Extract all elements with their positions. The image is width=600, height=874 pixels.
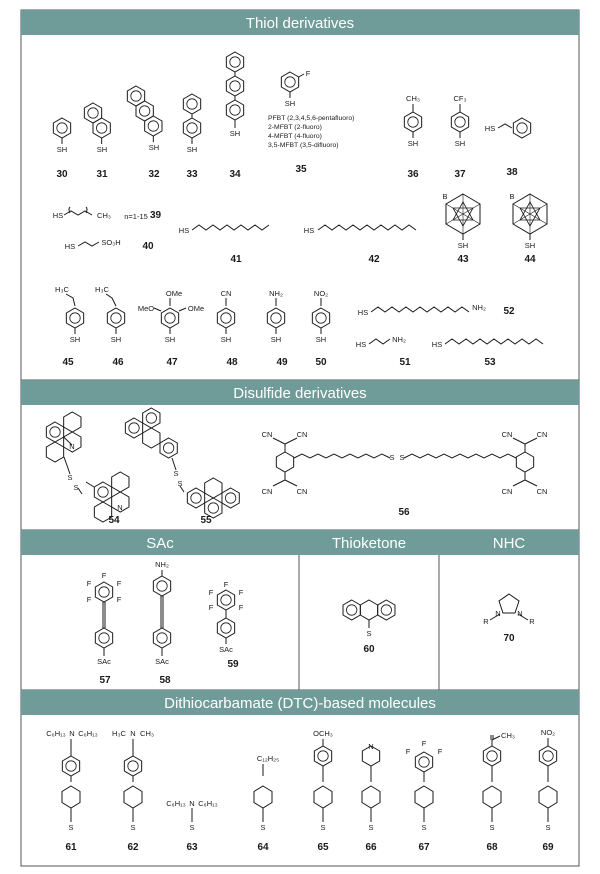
molecule-34: [226, 52, 243, 128]
molecule-66: [362, 746, 380, 822]
molecule-55: [125, 408, 239, 518]
compound-number-61: 61: [65, 842, 77, 853]
label-51-hs: HS: [355, 340, 367, 349]
molecule-60: [343, 600, 395, 628]
label-61-c6h13a: C₆H₁₃: [46, 729, 66, 738]
label-62-scs: S: [130, 823, 136, 832]
label-56-cn4: CN: [296, 487, 308, 496]
compound-number-36: 36: [407, 169, 419, 180]
label-57-f3: F: [116, 579, 122, 588]
label-56-s2: S: [399, 453, 405, 462]
label-42-hs: HS: [303, 226, 315, 235]
label-59-f5: F: [238, 603, 244, 612]
label-63-c6h13b: C₆H₁₃: [198, 799, 218, 808]
label-57-sac: SAc: [97, 657, 111, 666]
compound-number-35: 35: [295, 164, 307, 175]
compound-number-31: 31: [96, 169, 108, 180]
compound-number-69: 69: [542, 842, 554, 853]
molecule-69: [539, 738, 557, 822]
label-62-h3c: H₃C: [112, 729, 126, 738]
label-51-nh2: NH₂: [392, 335, 406, 344]
label-49-sh: SH: [270, 335, 282, 344]
label-56-cn1: CN: [261, 430, 273, 439]
label-61-scs: S: [68, 823, 74, 832]
label-31-sh: SH: [96, 145, 108, 154]
compound-number-37: 37: [454, 169, 466, 180]
label-65-och3: OCH₃: [313, 729, 333, 738]
compound-number-60: 60: [363, 644, 375, 655]
label-35-line4: 3,5-MFBT (3,5-difluoro): [268, 142, 339, 149]
compound-number-49: 49: [276, 357, 288, 368]
label-36-ch3: CH₃: [406, 94, 420, 103]
label-45-sh: SH: [69, 335, 81, 344]
label-48-cn: CN: [220, 289, 232, 298]
label-48-sh: SH: [220, 335, 232, 344]
label-61-c6h13b: C₆H₁₃: [78, 729, 98, 738]
label-57-f4: F: [86, 595, 92, 604]
label-67-f1: F: [421, 739, 427, 748]
molecule-43: [446, 194, 480, 240]
compound-number-34: 34: [229, 169, 241, 180]
label-60-s: S: [366, 629, 372, 638]
label-37-cf3: CF₃: [453, 94, 467, 103]
compound-number-56: 56: [398, 507, 410, 518]
label-69-no2: NO₂: [540, 728, 556, 737]
compound-number-52: 52: [503, 306, 515, 317]
molecule-57: [95, 582, 112, 656]
label-66-n: N: [368, 742, 374, 751]
thiol-header: Thiol derivatives: [245, 15, 355, 32]
molecule-68: [483, 735, 501, 822]
compound-number-64: 64: [257, 842, 269, 853]
label-54-s2: S: [73, 483, 79, 492]
compound-number-70: 70: [503, 633, 515, 644]
molecule-59: [217, 590, 234, 644]
label-54-n2: N: [117, 503, 123, 512]
compound-number-68: 68: [486, 842, 498, 853]
molecule-30: [53, 118, 70, 144]
label-59-f3: F: [238, 588, 244, 597]
label-40-so3h: SO₃H: [101, 238, 121, 247]
label-43-sh: SH: [457, 241, 469, 250]
label-50-no2: NO₂: [313, 289, 329, 298]
label-35-line3: 4-MFBT (4-fluoro): [268, 133, 322, 140]
label-46-sh: SH: [110, 335, 122, 344]
label-37-sh: SH: [454, 139, 466, 148]
label-63-c6h13a: C₆H₁₃: [166, 799, 186, 808]
molecule-37: [451, 104, 468, 138]
molecule-50: [312, 298, 329, 334]
label-70-r1: R: [483, 617, 489, 626]
molecule-42: [318, 225, 416, 230]
label-61-n: N: [69, 729, 75, 738]
label-39-hs: HS: [52, 211, 64, 220]
molecule-62: [124, 739, 142, 822]
molecule-33: [183, 94, 200, 144]
molecule-51: [369, 339, 390, 344]
label-66-scs: S: [368, 823, 374, 832]
compound-number-33: 33: [186, 169, 198, 180]
molecule-61: [62, 739, 80, 822]
label-32-sh: SH: [148, 143, 160, 152]
label-59-f2: F: [208, 588, 214, 597]
label-70-n2: N: [517, 609, 523, 618]
compound-number-44: 44: [524, 254, 536, 265]
label-57-f2: F: [86, 579, 92, 588]
compound-number-46: 46: [112, 357, 124, 368]
label-44-b: B: [509, 192, 515, 201]
label-67-f3: F: [437, 747, 443, 756]
label-49-nh2: NH₂: [269, 289, 283, 298]
label-58-sac: SAc: [155, 657, 169, 666]
nhc-header: NHC: [492, 535, 526, 552]
label-64-scs: S: [260, 823, 266, 832]
molecule-64: [254, 764, 272, 822]
label-39-n: n=1-15: [124, 212, 148, 221]
molecule-36: [404, 104, 421, 138]
label-33-sh: SH: [186, 145, 198, 154]
label-56-s1: S: [389, 453, 395, 462]
compound-number-54: 54: [108, 515, 120, 526]
label-30-sh: SH: [56, 145, 68, 154]
compound-number-38: 38: [506, 167, 518, 178]
label-47-sh: SH: [164, 335, 176, 344]
thiol-panel: [21, 10, 579, 380]
compound-number-42: 42: [368, 254, 380, 265]
label-68-scs: S: [489, 823, 495, 832]
label-57-f1: F: [101, 571, 107, 580]
label-59-f4: F: [208, 603, 214, 612]
molecule-49: [267, 298, 284, 334]
compound-number-67: 67: [418, 842, 430, 853]
label-39-ch3: CH₃: [97, 211, 111, 220]
molecule-44: [513, 194, 547, 240]
compound-number-59: 59: [227, 659, 239, 670]
molecule-45: [66, 294, 84, 334]
compound-number-62: 62: [127, 842, 139, 853]
label-47-ome: OMe: [187, 304, 205, 313]
label-58-nh2: NH₂: [155, 560, 169, 569]
compound-number-43: 43: [457, 254, 469, 265]
compound-number-66: 66: [365, 842, 377, 853]
label-38-hs: HS: [484, 124, 496, 133]
label-35-line2: 2-MFBT (2-fluoro): [268, 124, 322, 131]
compound-number-48: 48: [226, 357, 238, 368]
compound-number-30: 30: [56, 169, 68, 180]
molecule-65: [314, 739, 332, 822]
molecule-40: [78, 242, 99, 246]
molecule-67: [415, 752, 433, 822]
label-62-n: N: [130, 729, 136, 738]
label-45-h3c: H₃C: [55, 285, 69, 294]
label-70-r2: R: [529, 617, 535, 626]
label-65-scs: S: [320, 823, 326, 832]
label-36-sh: SH: [407, 139, 419, 148]
compound-number-58: 58: [159, 675, 171, 686]
label-34-sh: SH: [229, 129, 241, 138]
label-70-n1: N: [495, 609, 501, 618]
molecule-56: [273, 438, 537, 486]
compound-number-53: 53: [484, 357, 496, 368]
molecule-39: [64, 207, 92, 215]
label-56-cn8: CN: [536, 487, 548, 496]
label-41-hs: HS: [178, 226, 190, 235]
label-56-cn6: CN: [536, 430, 548, 439]
compound-number-39: 39: [150, 210, 162, 221]
molecule-32: [127, 86, 162, 142]
label-63-n: N: [189, 799, 195, 808]
label-47-meo: MeO: [137, 304, 155, 313]
molecule-48: [217, 298, 234, 334]
label-55-s2: S: [177, 479, 183, 488]
label-40-hs: HS: [64, 242, 76, 251]
compound-number-65: 65: [317, 842, 329, 853]
disulfide-header: Disulfide derivatives: [233, 385, 367, 402]
molecule-52: [371, 307, 469, 312]
compound-number-51: 51: [399, 357, 411, 368]
label-57-f5: F: [116, 595, 122, 604]
label-67-scs: S: [421, 823, 427, 832]
label-44-sh: SH: [524, 241, 536, 250]
compound-number-63: 63: [186, 842, 198, 853]
molecule-58: [153, 570, 170, 656]
molecule-46: [106, 294, 125, 334]
compound-number-32: 32: [148, 169, 160, 180]
label-56-cn7: CN: [501, 487, 513, 496]
compound-number-57: 57: [99, 675, 111, 686]
label-47-ome-top: OMe: [165, 289, 183, 298]
label-69-scs: S: [545, 823, 551, 832]
compound-number-45: 45: [62, 357, 74, 368]
molecule-35: [281, 72, 304, 98]
label-53-hs: HS: [431, 340, 443, 349]
label-43-b: B: [442, 192, 448, 201]
label-35-line1: PFBT (2,3,4,5,6-pentafluoro): [268, 115, 355, 122]
label-35-sh: SH: [284, 99, 296, 108]
label-54-n1: N: [69, 442, 75, 451]
compound-number-41: 41: [230, 254, 242, 265]
label-64-c12h25: C₁₂H₂₅: [256, 754, 280, 763]
label-52-hs: HS: [357, 308, 369, 317]
thioketone-header: Thioketone: [331, 535, 407, 552]
label-46-h3c: H₃C: [95, 285, 109, 294]
label-56-cn5: CN: [501, 430, 513, 439]
dtc-panel: [21, 690, 579, 866]
label-50-sh: SH: [315, 335, 327, 344]
molecule-31: [84, 103, 110, 144]
sac-header: SAc: [146, 535, 174, 552]
label-54-s1: S: [67, 473, 73, 482]
label-62-ch3: CH₃: [140, 729, 154, 738]
label-59-sac: SAc: [219, 645, 233, 654]
compound-number-55: 55: [200, 515, 212, 526]
dtc-header: Dithiocarbamate (DTC)-based molecules: [164, 695, 436, 712]
label-67-f2: F: [405, 747, 411, 756]
label-56-cn3: CN: [261, 487, 273, 496]
compound-number-40: 40: [142, 241, 154, 252]
label-63-scs: S: [189, 823, 195, 832]
label-35-f: F: [305, 69, 311, 78]
molecule-53: [445, 339, 543, 344]
compound-number-50: 50: [315, 357, 327, 368]
molecule-41: [192, 225, 269, 230]
compound-number-47: 47: [166, 357, 178, 368]
label-52-nh2: NH₂: [472, 303, 486, 312]
label-59-f1: F: [223, 580, 229, 589]
molecule-47: [154, 298, 186, 334]
molecule-38: [498, 118, 531, 138]
label-56-cn2: CN: [296, 430, 308, 439]
label-55-s1: S: [173, 469, 179, 478]
label-68-ch3: CH₃: [501, 731, 515, 740]
